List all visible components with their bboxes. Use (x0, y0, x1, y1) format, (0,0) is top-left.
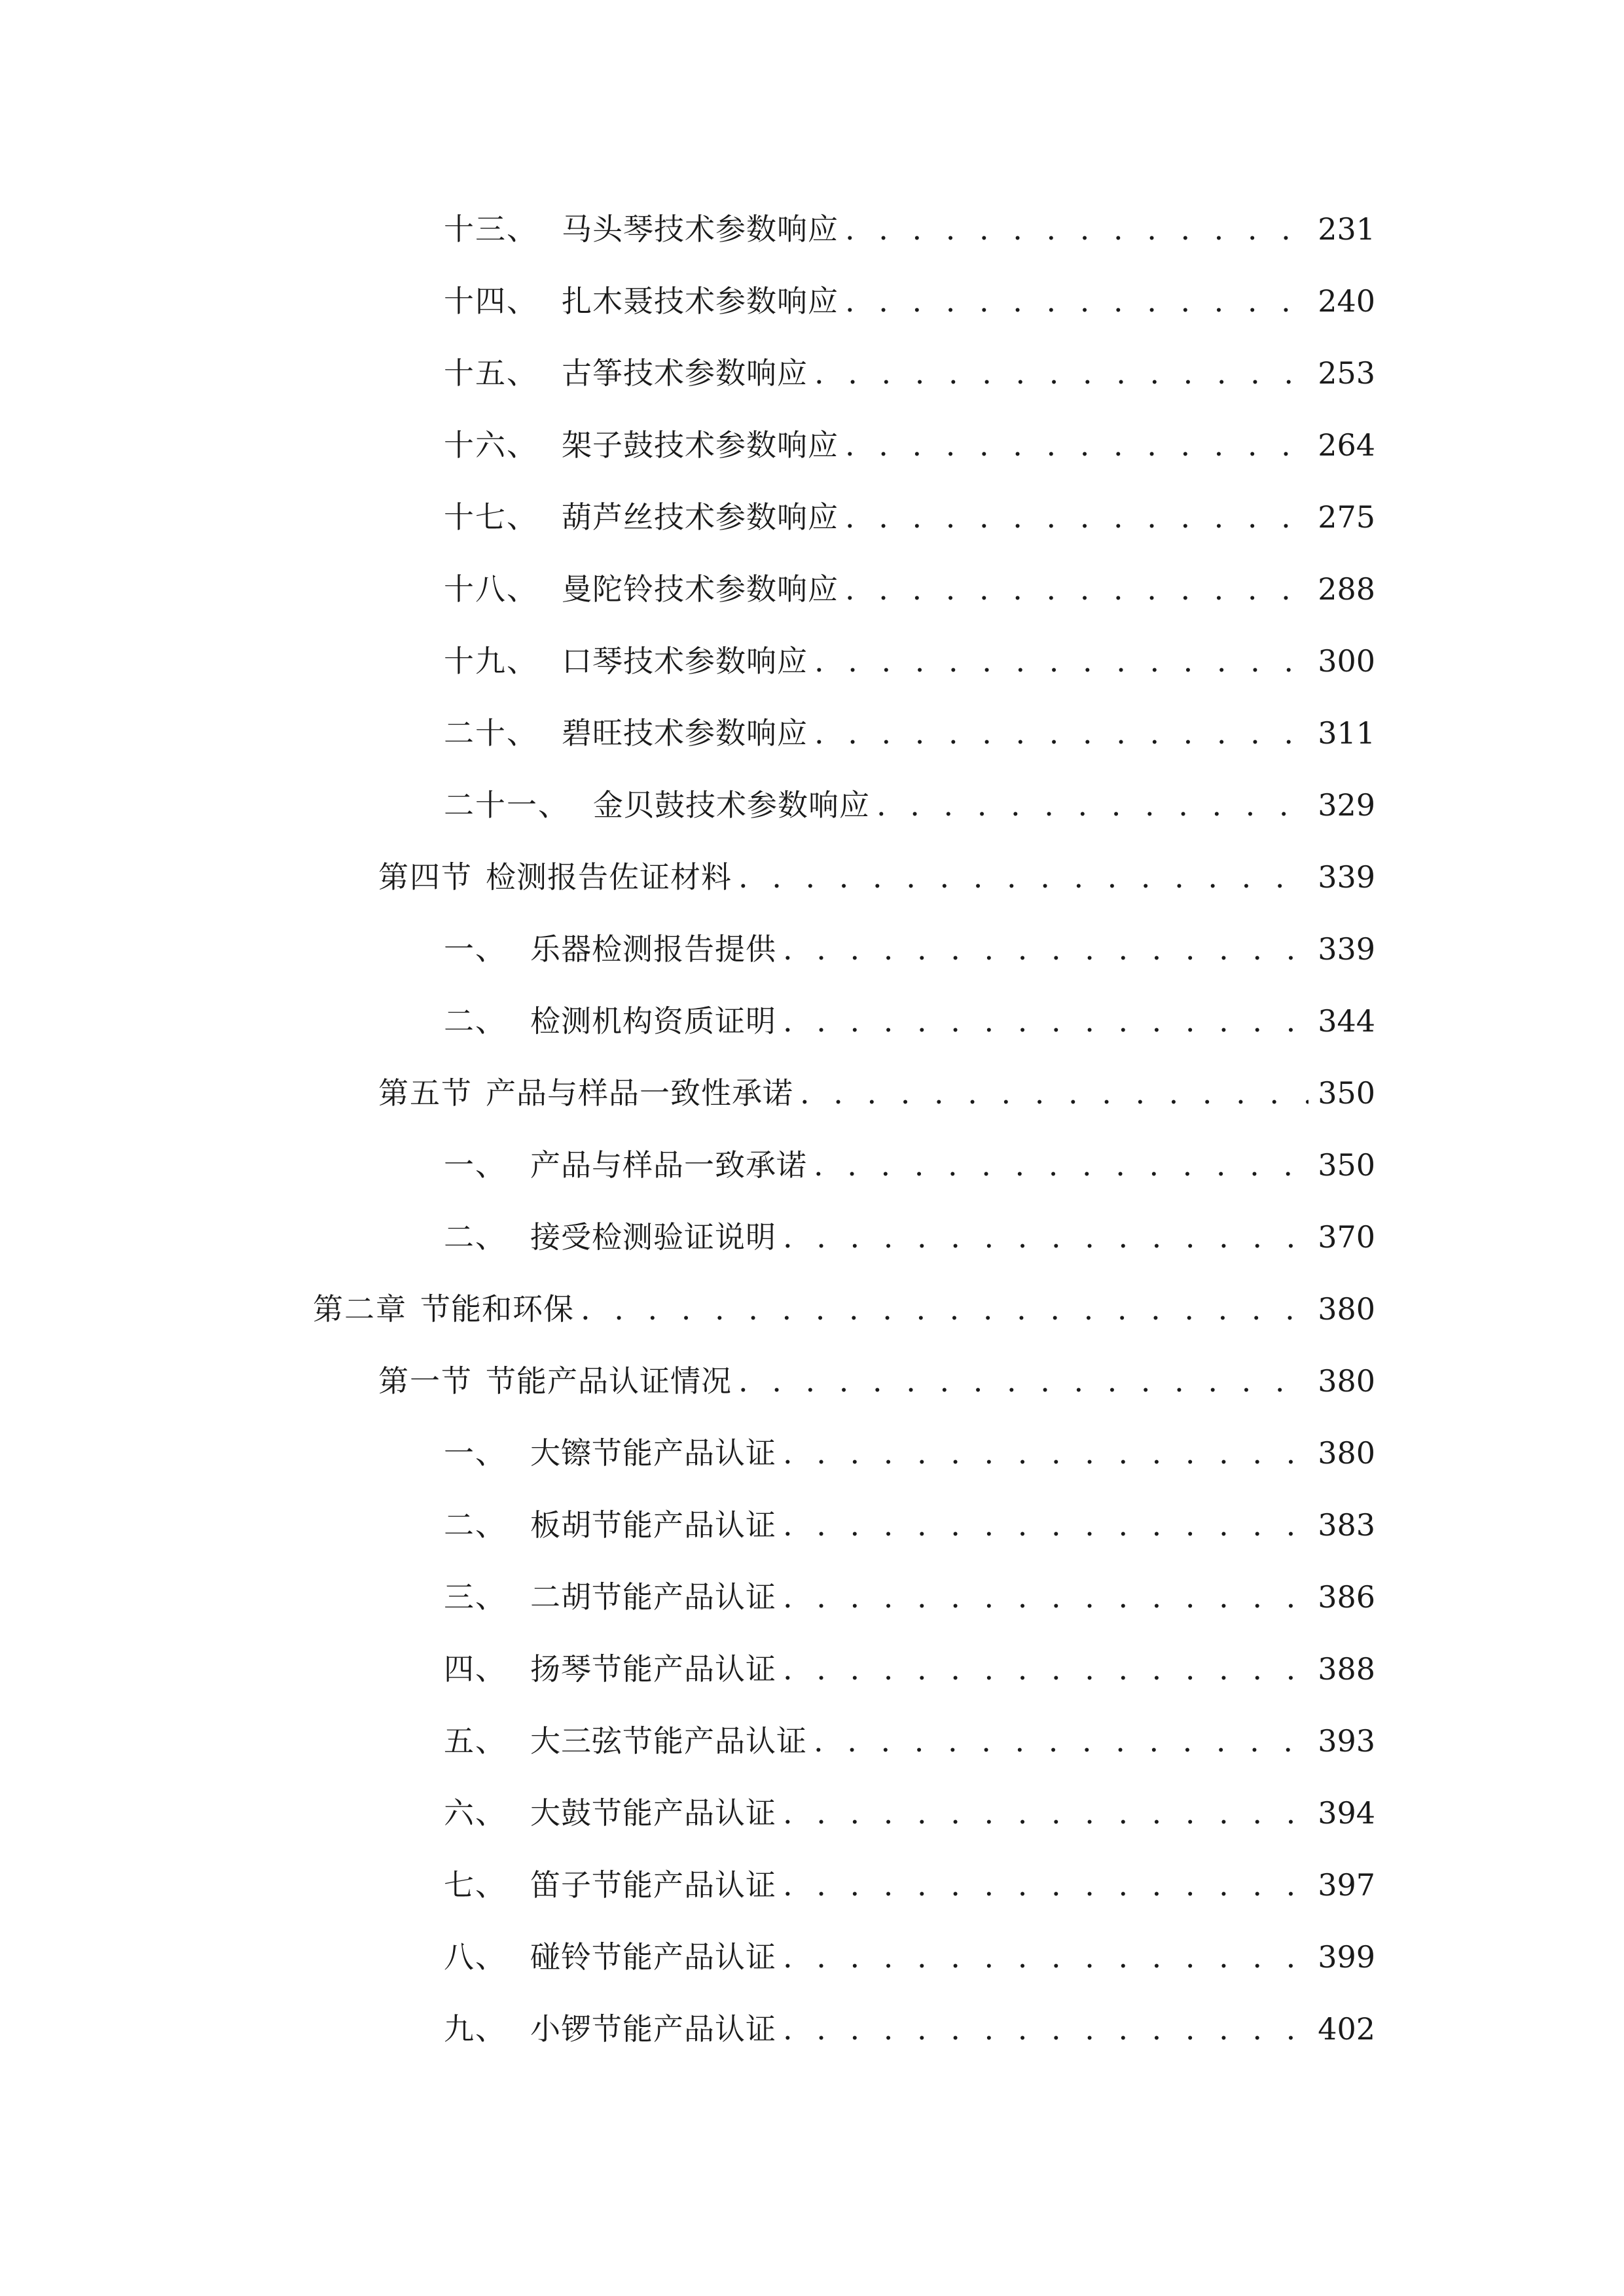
toc-entry-title: 检测机构资质证明 (530, 1003, 776, 1039)
toc-entry[interactable] (444, 2003, 1375, 2055)
toc-entry-page: 388 (1318, 1651, 1375, 1687)
toc-entry-number: 六、 (444, 1795, 507, 1831)
toc-entry-page: 339 (1318, 859, 1375, 895)
toc-entry-title: 小锣节能产品认证 (530, 2011, 776, 2047)
toc-entry-title: 扬琴节能产品认证 (530, 1651, 776, 1687)
toc-entry[interactable] (444, 707, 1375, 759)
toc-entry-page: 394 (1318, 1795, 1375, 1831)
toc-entry-title: 扎木聂技术参数响应 (562, 283, 839, 319)
toc-entry-number: 二十、 (444, 715, 538, 751)
toc-entry-title: 口琴技术参数响应 (562, 643, 808, 679)
toc-entry-title: 架子鼓技术参数响应 (562, 427, 839, 463)
toc-entry-page: 380 (1318, 1363, 1375, 1399)
toc-entry[interactable] (444, 1715, 1375, 1767)
toc-entry-number: 一、 (444, 931, 507, 967)
dot-leader (839, 275, 1308, 327)
toc-entry[interactable] (444, 1571, 1375, 1623)
toc-entry[interactable] (444, 779, 1375, 831)
toc-entry-number: 三、 (444, 1579, 507, 1615)
toc-entry-title: 二胡节能产品认证 (530, 1579, 776, 1615)
toc-entry[interactable] (378, 1355, 1375, 1407)
dot-leader (776, 995, 1308, 1047)
toc-entry-page: 393 (1318, 1723, 1375, 1759)
toc-entry-page: 370 (1318, 1219, 1375, 1255)
dot-leader (574, 1283, 1308, 1335)
toc-entry-title: 碰铃节能产品认证 (530, 1939, 776, 1975)
toc-entry-page: 380 (1318, 1435, 1375, 1471)
toc-entry[interactable] (444, 923, 1375, 975)
toc-entry-page: 231 (1318, 211, 1375, 247)
toc-entry-title: 马头琴技术参数响应 (562, 211, 839, 247)
dot-leader (776, 1931, 1308, 1983)
dot-leader (870, 779, 1308, 831)
toc-entry-number: 十五、 (444, 355, 538, 391)
toc-entry[interactable] (444, 491, 1375, 543)
toc-entry-page: 329 (1318, 787, 1375, 823)
toc-entry-page: 240 (1318, 283, 1375, 319)
toc-entry-number: 九、 (444, 2011, 507, 2047)
toc-entry-number: 一、 (444, 1435, 507, 1471)
toc-entry[interactable] (313, 1283, 1375, 1335)
toc-entry[interactable] (444, 1139, 1375, 1191)
toc-entry[interactable] (444, 995, 1375, 1047)
toc-entry[interactable] (444, 1499, 1375, 1551)
toc-entry-number: 二、 (444, 1003, 507, 1039)
dot-leader (839, 419, 1308, 471)
toc-entry-page: 311 (1318, 715, 1375, 751)
toc-entry-title: 笛子节能产品认证 (530, 1867, 776, 1903)
dot-leader (776, 1643, 1308, 1695)
toc-entry-title: 检测报告佐证材料 (486, 859, 732, 895)
toc-entry[interactable] (444, 1787, 1375, 1839)
toc-entry-page: 253 (1318, 355, 1375, 391)
toc-entry-page: 397 (1318, 1867, 1375, 1903)
toc-entry-title: 大三弦节能产品认证 (530, 1723, 807, 1759)
toc-entry[interactable] (378, 1067, 1375, 1119)
toc-entry-page: 288 (1318, 571, 1375, 607)
toc-entry-title: 大鼓节能产品认证 (530, 1795, 776, 1831)
toc-entry-title: 葫芦丝技术参数响应 (562, 499, 839, 535)
toc-entry[interactable] (444, 275, 1375, 327)
dot-leader (776, 1427, 1308, 1479)
toc-entry-number: 十八、 (444, 571, 538, 607)
toc-entry-page: 383 (1318, 1507, 1375, 1543)
toc-entry[interactable] (378, 851, 1375, 903)
toc-entry-title: 碧旺技术参数响应 (562, 715, 808, 751)
dot-leader (793, 1067, 1308, 1119)
dot-leader (732, 851, 1308, 903)
toc-entry-title: 乐器检测报告提供 (530, 931, 776, 967)
toc-entry-title: 接受检测验证说明 (530, 1219, 776, 1255)
toc-entry[interactable] (444, 1859, 1375, 1911)
dot-leader (807, 1139, 1308, 1191)
dot-leader (807, 1715, 1308, 1767)
toc-entry-page: 275 (1318, 499, 1375, 535)
dot-leader (776, 1499, 1308, 1551)
toc-entry-title: 金贝鼓技术参数响应 (593, 787, 870, 823)
dot-leader (808, 347, 1308, 399)
dot-leader (776, 1859, 1308, 1911)
toc-entry-number: 第四节 (378, 859, 473, 895)
toc-entry-number: 二、 (444, 1219, 507, 1255)
dot-leader (839, 203, 1308, 255)
toc-entry-number: 第二章 (313, 1291, 407, 1327)
toc-entry-number: 八、 (444, 1939, 507, 1975)
toc-entry-title: 产品与样品一致性承诺 (486, 1075, 793, 1111)
dot-leader (776, 2003, 1308, 2055)
toc-entry-page: 264 (1318, 427, 1375, 463)
dot-leader (839, 491, 1308, 543)
toc-entry-title: 产品与样品一致承诺 (530, 1147, 807, 1183)
toc-entry-page: 300 (1318, 643, 1375, 679)
toc-entry-number: 二十一、 (444, 787, 569, 823)
toc-entry-title: 节能和环保 (420, 1291, 574, 1327)
toc-entry-number: 第一节 (378, 1363, 473, 1399)
dot-leader (776, 923, 1308, 975)
toc-entry-number: 十四、 (444, 283, 538, 319)
toc-entry-number: 十七、 (444, 499, 538, 535)
dot-leader (776, 1787, 1308, 1839)
toc-entry-page: 344 (1318, 1003, 1375, 1039)
toc-entry-page: 386 (1318, 1579, 1375, 1615)
toc-entry-number: 一、 (444, 1147, 507, 1183)
dot-leader (839, 563, 1308, 615)
toc-entry[interactable] (444, 203, 1375, 255)
toc-entry-page: 380 (1318, 1291, 1375, 1327)
dot-leader (808, 635, 1308, 687)
toc-entry-title: 板胡节能产品认证 (530, 1507, 776, 1543)
toc-entry[interactable] (444, 1427, 1375, 1479)
toc-entry-page: 402 (1318, 2011, 1375, 2047)
toc-entry-title: 大镲节能产品认证 (530, 1435, 776, 1471)
toc-entry[interactable] (444, 419, 1375, 471)
toc-entry-number: 十三、 (444, 211, 538, 247)
dot-leader (776, 1571, 1308, 1623)
toc-entry[interactable] (444, 635, 1375, 687)
dot-leader (732, 1355, 1308, 1407)
toc-entry[interactable] (444, 347, 1375, 399)
toc-entry[interactable] (444, 1931, 1375, 1983)
toc-entry-number: 七、 (444, 1867, 507, 1903)
toc-entry-page: 399 (1318, 1939, 1375, 1975)
toc-entry-number: 四、 (444, 1651, 507, 1687)
toc-entry[interactable] (444, 563, 1375, 615)
toc-entry[interactable] (444, 1211, 1375, 1263)
toc-entry-page: 350 (1318, 1147, 1375, 1183)
toc-entry-title: 节能产品认证情况 (486, 1363, 732, 1399)
toc-entry-number: 第五节 (378, 1075, 473, 1111)
toc-entry-page: 339 (1318, 931, 1375, 967)
toc-entry-title: 曼陀铃技术参数响应 (562, 571, 839, 607)
toc-entry-title: 古筝技术参数响应 (562, 355, 808, 391)
dot-leader (776, 1211, 1308, 1263)
toc-entry-number: 十九、 (444, 643, 538, 679)
toc-entry-page: 350 (1318, 1075, 1375, 1111)
toc-entry-number: 十六、 (444, 427, 538, 463)
toc-entry-number: 二、 (444, 1507, 507, 1543)
toc-entry[interactable] (444, 1643, 1375, 1695)
toc-entry-number: 五、 (444, 1723, 507, 1759)
dot-leader (808, 707, 1308, 759)
